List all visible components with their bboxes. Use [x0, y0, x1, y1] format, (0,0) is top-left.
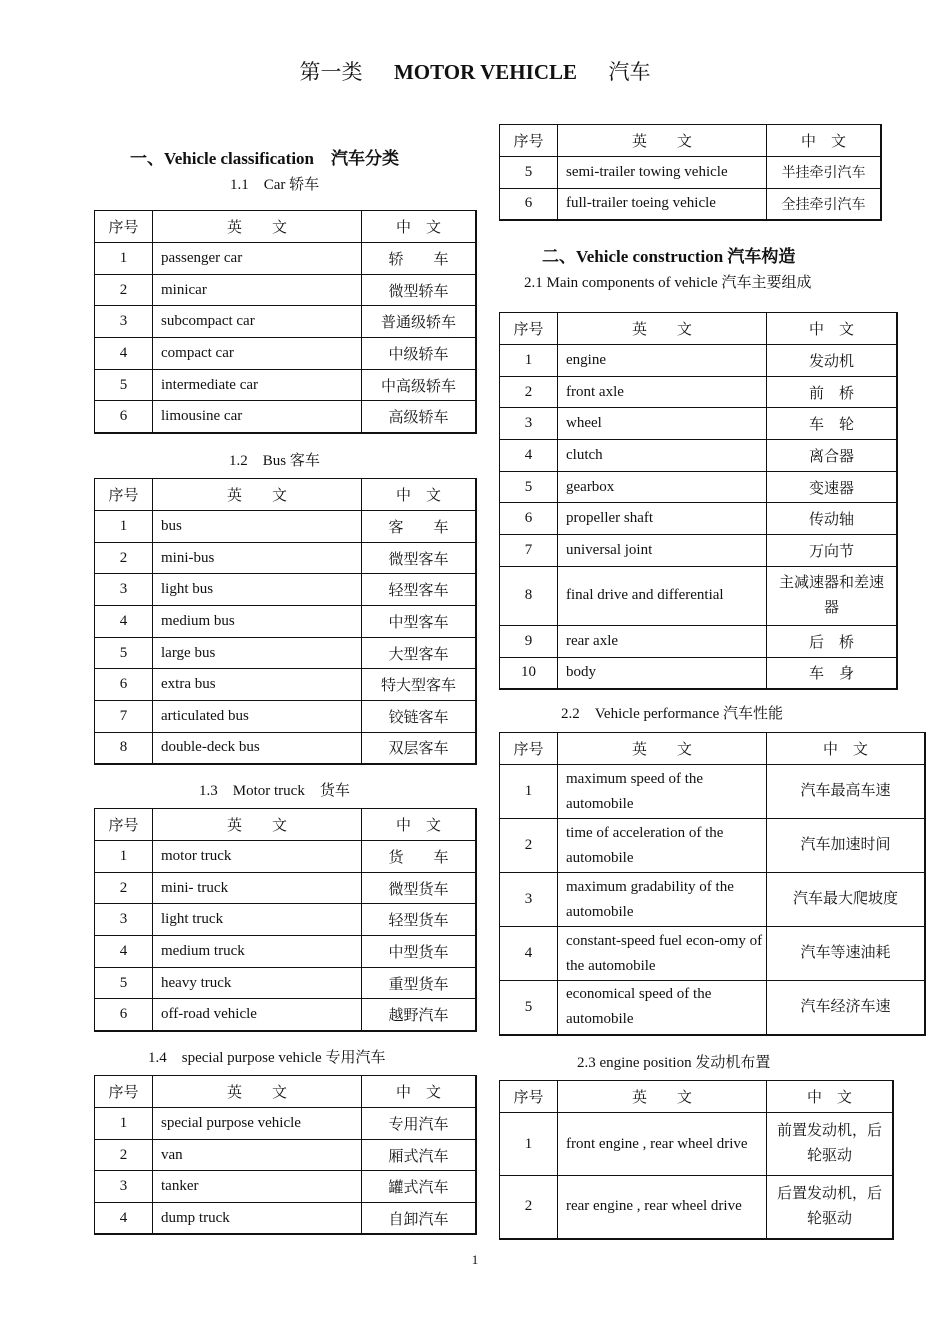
- cell-english: dump truck: [153, 1203, 362, 1235]
- cell-chinese: 大型客车: [362, 637, 477, 669]
- cell-english: van: [153, 1139, 362, 1171]
- table-row: [500, 873, 926, 927]
- header-no: 序号: [500, 1081, 558, 1113]
- cell-english: engine: [558, 345, 767, 377]
- cell-english: limousine car: [153, 401, 362, 433]
- cell-number: 10: [500, 657, 558, 689]
- cell-chinese: 汽车等速油耗: [767, 927, 926, 981]
- cell-number: 3: [95, 574, 153, 606]
- cell-chinese: 车 轮: [767, 408, 898, 440]
- cell-english: compact car: [153, 338, 362, 370]
- table-row: [500, 535, 898, 567]
- cell-chinese: 铰链客车: [362, 701, 477, 733]
- cell-number: 4: [95, 338, 153, 370]
- cell-english: passenger car: [153, 243, 362, 275]
- bus-caption: 1.2 Bus 客车: [229, 453, 320, 469]
- header-no: 序号: [95, 479, 153, 511]
- cell-number: 6: [500, 503, 558, 535]
- title-cn-left: 第一类: [299, 60, 363, 84]
- cell-english: minicar: [153, 274, 362, 306]
- cell-chinese: 重型货车: [362, 967, 477, 999]
- header-no: 序号: [500, 125, 558, 157]
- cell-number: 4: [500, 927, 558, 981]
- table-row: [500, 408, 898, 440]
- engine-position-caption: 2.3 engine position 发动机布置: [577, 1055, 771, 1071]
- truck-table: [94, 808, 477, 1032]
- table-row: [95, 243, 477, 275]
- title-en: MOTOR VEHICLE: [393, 60, 577, 84]
- table-row: [95, 904, 477, 936]
- cell-number: 1: [500, 765, 558, 819]
- cell-chinese: 厢式汽车: [362, 1139, 477, 1171]
- title-cn-right: 汽车: [608, 60, 651, 84]
- cell-english: medium truck: [153, 936, 362, 968]
- cell-english: mini-bus: [153, 542, 362, 574]
- cell-english: heavy truck: [153, 967, 362, 999]
- cell-chinese: 后 桥: [767, 625, 898, 657]
- header-no: 序号: [500, 733, 558, 765]
- cell-english: full-trailer toeing vehicle: [558, 188, 767, 220]
- cell-number: 2: [500, 376, 558, 408]
- table-row: [95, 669, 477, 701]
- cell-english: front axle: [558, 376, 767, 408]
- table-row: [500, 1113, 894, 1176]
- car-table: [94, 210, 477, 434]
- cell-english: extra bus: [153, 669, 362, 701]
- cell-chinese: 汽车最高车速: [767, 765, 926, 819]
- cell-english: maximum gradability of the automobile: [558, 873, 767, 927]
- cell-number: 2: [95, 542, 153, 574]
- cell-number: 7: [500, 535, 558, 567]
- cell-english: constant-speed fuel econ-omy of the automobile: [558, 927, 767, 981]
- components-table: [499, 312, 898, 690]
- cell-english: bus: [153, 511, 362, 543]
- section-1-heading: 一、Vehicle classification 汽车分类: [130, 149, 399, 168]
- cell-chinese: 汽车经济车速: [767, 981, 926, 1035]
- header-en: 英 文: [558, 1081, 767, 1113]
- table-row: [95, 401, 477, 433]
- cell-number: 4: [95, 606, 153, 638]
- header-zh: 中 文: [767, 125, 882, 157]
- cell-chinese: 客 车: [362, 511, 477, 543]
- header-zh: 中 文: [767, 1081, 894, 1113]
- cell-chinese: 微型货车: [362, 872, 477, 904]
- cell-number: 6: [500, 188, 558, 220]
- cell-english: maximum speed of the automobile: [558, 765, 767, 819]
- performance-caption: 2.2 Vehicle performance 汽车性能: [561, 706, 784, 722]
- table-row: [500, 981, 926, 1035]
- cell-number: 5: [500, 471, 558, 503]
- cell-number: 5: [95, 637, 153, 669]
- cell-number: 2: [95, 872, 153, 904]
- cell-chinese: 中级轿车: [362, 338, 477, 370]
- table-row: [95, 606, 477, 638]
- cell-chinese: 高级轿车: [362, 401, 477, 433]
- cell-number: 5: [95, 369, 153, 401]
- cell-chinese: 前 桥: [767, 376, 898, 408]
- page-number: 1: [471, 1252, 479, 1267]
- cell-english: universal joint: [558, 535, 767, 567]
- cell-chinese: 罐式汽车: [362, 1171, 477, 1203]
- special-caption: 1.4 special purpose vehicle 专用汽车: [148, 1050, 386, 1066]
- cell-number: 8: [500, 566, 558, 625]
- cell-english: large bus: [153, 637, 362, 669]
- cell-chinese: 变速器: [767, 471, 898, 503]
- cell-chinese: 后置发动机，后轮驱动: [767, 1176, 894, 1239]
- table-row: [95, 701, 477, 733]
- cell-chinese: 轿 车: [362, 243, 477, 275]
- cell-number: 2: [500, 1176, 558, 1239]
- table-row: [500, 765, 926, 819]
- cell-number: 3: [95, 1171, 153, 1203]
- cell-number: 1: [95, 243, 153, 275]
- special-table: [94, 1075, 477, 1235]
- cell-english: gearbox: [558, 471, 767, 503]
- cell-english: tanker: [153, 1171, 362, 1203]
- cell-number: 6: [95, 401, 153, 433]
- table-row: [95, 936, 477, 968]
- table-row: [95, 338, 477, 370]
- cell-number: 1: [500, 1113, 558, 1176]
- cell-number: 3: [500, 873, 558, 927]
- cell-english: articulated bus: [153, 701, 362, 733]
- cell-chinese: 微型轿车: [362, 274, 477, 306]
- cell-number: 1: [95, 1108, 153, 1140]
- header-zh: 中 文: [362, 211, 477, 243]
- towing-table: [499, 124, 882, 221]
- header-zh: 中 文: [362, 479, 477, 511]
- cell-number: 2: [95, 1139, 153, 1171]
- cell-chinese: 车 身: [767, 657, 898, 689]
- cell-english: rear axle: [558, 625, 767, 657]
- cell-number: 3: [500, 408, 558, 440]
- cell-english: front engine , rear wheel drive: [558, 1113, 767, 1176]
- table-row: [95, 369, 477, 401]
- cell-chinese: 双层客车: [362, 732, 477, 764]
- table-row: [500, 657, 898, 689]
- table-row: [95, 872, 477, 904]
- header-zh: 中 文: [767, 313, 898, 345]
- cell-chinese: 货 车: [362, 841, 477, 873]
- cell-english: mini- truck: [153, 872, 362, 904]
- cell-english: wheel: [558, 408, 767, 440]
- cell-chinese: 前置发动机，后轮驱动: [767, 1113, 894, 1176]
- cell-chinese: 发动机: [767, 345, 898, 377]
- cell-chinese: 汽车加速时间: [767, 819, 926, 873]
- table-row: [95, 841, 477, 873]
- components-caption: 2.1 Main components of vehicle 汽车主要组成: [524, 275, 812, 291]
- header-no: 序号: [95, 1076, 153, 1108]
- table-row: [500, 819, 926, 873]
- table-row: [500, 188, 882, 220]
- table-row: [500, 376, 898, 408]
- engine-position-table: [499, 1080, 894, 1240]
- header-en: 英 文: [558, 313, 767, 345]
- table-row: [95, 306, 477, 338]
- table-row: [500, 625, 898, 657]
- cell-chinese: 特大型客车: [362, 669, 477, 701]
- cell-english: time of acceleration of the automobile: [558, 819, 767, 873]
- cell-english: double-deck bus: [153, 732, 362, 764]
- cell-number: 9: [500, 625, 558, 657]
- cell-english: motor truck: [153, 841, 362, 873]
- header-en: 英 文: [153, 211, 362, 243]
- cell-chinese: 主减速器和差速器: [767, 566, 898, 625]
- bus-table: [94, 478, 477, 765]
- cell-number: 6: [95, 669, 153, 701]
- header-zh: 中 文: [767, 733, 926, 765]
- header-no: 序号: [95, 809, 153, 841]
- cell-number: 5: [500, 157, 558, 189]
- table-row: [500, 927, 926, 981]
- truck-caption: 1.3 Motor truck 货车: [199, 783, 350, 799]
- cell-number: 2: [500, 819, 558, 873]
- section-2-heading: 二、Vehicle construction 汽车构造: [542, 247, 796, 266]
- table-row: [95, 1171, 477, 1203]
- page-title: [0, 56, 950, 86]
- header-en: 英 文: [558, 125, 767, 157]
- cell-chinese: 万向节: [767, 535, 898, 567]
- cell-number: 3: [95, 306, 153, 338]
- header-zh: 中 文: [362, 809, 477, 841]
- table-row: [95, 967, 477, 999]
- cell-chinese: 微型客车: [362, 542, 477, 574]
- cell-number: 8: [95, 732, 153, 764]
- cell-number: 7: [95, 701, 153, 733]
- cell-english: rear engine , rear wheel drive: [558, 1176, 767, 1239]
- cell-english: clutch: [558, 440, 767, 472]
- cell-english: medium bus: [153, 606, 362, 638]
- table-row: [95, 1203, 477, 1235]
- cell-number: 3: [95, 904, 153, 936]
- cell-english: propeller shaft: [558, 503, 767, 535]
- performance-table: [499, 732, 926, 1036]
- cell-chinese: 全挂牵引汽车: [767, 188, 882, 220]
- cell-number: 4: [95, 1203, 153, 1235]
- cell-english: economical speed of the automobile: [558, 981, 767, 1035]
- table-row: [500, 440, 898, 472]
- table-row: [500, 345, 898, 377]
- cell-english: light bus: [153, 574, 362, 606]
- table-row: [95, 1139, 477, 1171]
- cell-chinese: 普通级轿车: [362, 306, 477, 338]
- cell-english: subcompact car: [153, 306, 362, 338]
- cell-english: light truck: [153, 904, 362, 936]
- cell-chinese: 自卸汽车: [362, 1203, 477, 1235]
- cell-english: off-road vehicle: [153, 999, 362, 1031]
- cell-number: 1: [500, 345, 558, 377]
- header-zh: 中 文: [362, 1076, 477, 1108]
- cell-number: 4: [95, 936, 153, 968]
- cell-number: 1: [95, 511, 153, 543]
- table-row: [95, 1108, 477, 1140]
- table-row: [95, 511, 477, 543]
- table-row: [95, 732, 477, 764]
- table-row: [95, 637, 477, 669]
- cell-number: 5: [500, 981, 558, 1035]
- table-row: [500, 566, 898, 625]
- table-row: [95, 542, 477, 574]
- cell-number: 1: [95, 841, 153, 873]
- cell-english: intermediate car: [153, 369, 362, 401]
- cell-english: semi-trailer towing vehicle: [558, 157, 767, 189]
- cell-chinese: 半挂牵引汽车: [767, 157, 882, 189]
- cell-chinese: 传动轴: [767, 503, 898, 535]
- cell-number: 5: [95, 967, 153, 999]
- cell-chinese: 汽车最大爬坡度: [767, 873, 926, 927]
- cell-chinese: 轻型客车: [362, 574, 477, 606]
- cell-chinese: 专用汽车: [362, 1108, 477, 1140]
- cell-number: 2: [95, 274, 153, 306]
- table-row: [95, 999, 477, 1031]
- table-row: [95, 274, 477, 306]
- header-no: 序号: [500, 313, 558, 345]
- cell-chinese: 中型货车: [362, 936, 477, 968]
- table-row: [500, 503, 898, 535]
- header-en: 英 文: [153, 479, 362, 511]
- cell-english: body: [558, 657, 767, 689]
- cell-chinese: 中高级轿车: [362, 369, 477, 401]
- cell-chinese: 离合器: [767, 440, 898, 472]
- table-row: [500, 157, 882, 189]
- cell-english: special purpose vehicle: [153, 1108, 362, 1140]
- cell-number: 6: [95, 999, 153, 1031]
- table-row: [500, 471, 898, 503]
- header-no: 序号: [95, 211, 153, 243]
- header-en: 英 文: [153, 809, 362, 841]
- car-caption: 1.1 Car 轿车: [230, 177, 320, 193]
- cell-chinese: 越野汽车: [362, 999, 477, 1031]
- header-en: 英 文: [558, 733, 767, 765]
- cell-number: 4: [500, 440, 558, 472]
- cell-english: final drive and differential: [558, 566, 767, 625]
- header-en: 英 文: [153, 1076, 362, 1108]
- table-row: [500, 1176, 894, 1239]
- table-row: [95, 574, 477, 606]
- cell-chinese: 轻型货车: [362, 904, 477, 936]
- cell-chinese: 中型客车: [362, 606, 477, 638]
